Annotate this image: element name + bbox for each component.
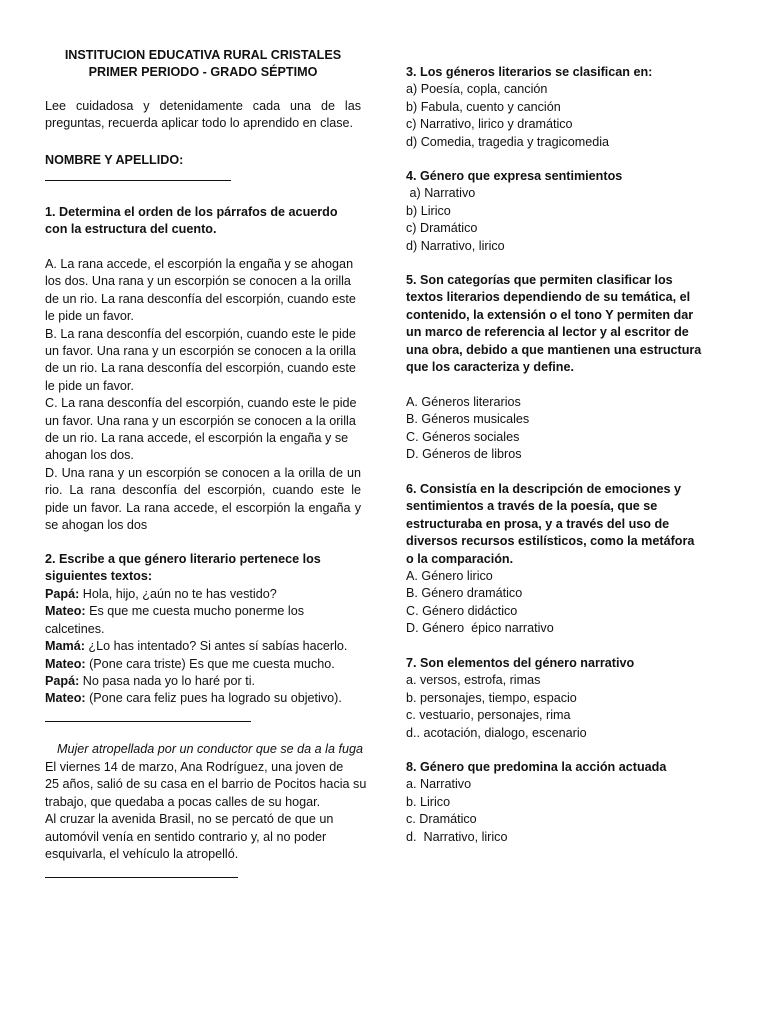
school-name: INSTITUCION EDUCATIVA RURAL CRISTALES xyxy=(64,48,342,62)
dialogue-line xyxy=(45,586,361,603)
q4-option: b) Lirico xyxy=(406,203,451,218)
q8-option: d. Narrativo, lirico xyxy=(406,829,508,844)
news-title: Mujer atropellada por un conductor que se da a la fuga xyxy=(57,742,363,756)
news-line: automóvil venía en sentido contrario y, al no poder xyxy=(45,829,327,844)
name-field[interactable] xyxy=(45,152,361,187)
q3-option: a) Poesía, copla, canción xyxy=(406,82,548,97)
q4-option: c) Dramático xyxy=(406,221,478,236)
name-label: NOMBRE Y APELLIDO: xyxy=(45,153,184,167)
q6-title-line: 6. Consistía en la descripción de emociones y xyxy=(406,482,682,496)
q6-block xyxy=(406,481,708,638)
line-text: (Pone cara feliz pues ha logrado su objetivo). xyxy=(85,691,342,706)
line-text: Hola, hijo, ¿aún no te has vestido? xyxy=(79,587,277,601)
q8-option: c. Dramático xyxy=(406,812,477,827)
q6-title-line: sentimientos a través de la poesía, que se xyxy=(406,499,658,514)
name-blank[interactable] xyxy=(45,169,231,181)
q6-title-line: o la comparación. xyxy=(406,551,514,566)
speaker: Mateo: xyxy=(45,691,86,706)
q7-option: a. versos, estrofa, rimas xyxy=(406,673,541,688)
q3-title: 3. Los géneros literarios se clasifican en: xyxy=(406,65,653,79)
q4-title: 4. Género que expresa sentimientos xyxy=(406,169,623,183)
q5-option: A. Géneros literarios xyxy=(406,395,521,409)
speaker: Papá: xyxy=(45,587,80,601)
news-line: Al cruzar la avenida Brasil, no se percató de que un xyxy=(45,812,334,827)
dialogue-line xyxy=(45,690,361,707)
dialogue-line xyxy=(45,603,361,638)
q8-option: a. Narrativo xyxy=(406,777,472,792)
speaker: Papá: xyxy=(45,674,80,689)
answer-line-2[interactable] xyxy=(45,867,238,878)
q2-dialogue xyxy=(45,586,361,708)
q7-option: d.. acotación, dialogo, escenario xyxy=(406,725,587,740)
dialogue-line xyxy=(45,673,361,690)
q5-option: D. Géneros de libros xyxy=(406,447,522,462)
line-text: (Pone cara triste) Es que me cuesta mucho. xyxy=(85,656,335,671)
q4-option: a) Narrativo xyxy=(406,186,476,201)
speaker: Mamá: xyxy=(45,639,85,654)
q7-title: 7. Son elementos del género narrativo xyxy=(406,656,635,670)
q8-block xyxy=(406,759,708,846)
q3-option: c) Narrativo, lirico y dramático xyxy=(406,117,573,132)
news-line: El viernes 14 de marzo, Ana Rodríguez, una joven de xyxy=(45,760,344,774)
dialogue-line xyxy=(45,638,361,655)
news-line: 25 años, salió de su casa en el barrio de Pocitos hacia su xyxy=(45,777,367,792)
q1-options xyxy=(45,256,361,535)
q2-title: 2. Escribe a que género literario pertenece los siguientes textos: xyxy=(45,552,321,584)
q1-option-d: D. Una rana y un escorpión se conocen a la orilla de un rio. La rana desconfía del escorpión, cuando este le pide un favor. La rana accede, el escorpión la engaña y se ahogan los dos xyxy=(45,465,361,533)
q5-title: 5. Son categorías que permiten clasificar los textos literarios dependiendo de su temática, el contenido, la extensión o el tono Y permiten dar un marco de referencia al lector y al escritor de una obra, debido a que mantienen una estructura que los caracteriza y define. xyxy=(406,273,702,375)
q6-option: C. Género didáctico xyxy=(406,603,518,618)
news-body xyxy=(45,759,365,863)
dialogue-line xyxy=(45,656,361,673)
line-text: Es que me cuesta mucho ponerme los calcetines. xyxy=(45,604,304,636)
news-line: trabajo, que quedaba a pocas calles de su hogar. xyxy=(45,794,321,809)
q5-options xyxy=(406,394,708,464)
speaker: Mateo: xyxy=(45,656,86,671)
q6-title-line: estructuraba en prosa, y a través del uso de xyxy=(406,516,670,531)
q8-option: b. Lirico xyxy=(406,794,451,809)
q6-option: B. Género dramático xyxy=(406,586,523,601)
document-header xyxy=(45,47,361,82)
q1-option-c: C. La rana desconfía del escorpión, cuando este le pide un favor. Una rana y un escorpión se conocen a la orilla de un rio. La rana accede, el escorpión la engaña y se ahogan los dos. xyxy=(45,396,357,463)
q1-option-b: B. La rana desconfía del escorpión, cuando este le pide un favor. Una rana y un escorpión se conocen a la orilla de un rio. La rana desconfía del escorpión, cuando este le pide un favor. xyxy=(45,326,356,393)
q7-option: c. vestuario, personajes, rima xyxy=(406,708,571,723)
q7-option: b. personajes, tiempo, espacio xyxy=(406,690,577,705)
instructions: Lee cuidadosa y detenidamente cada una de las preguntas, recuerda aplicar todo lo aprendido en clase. xyxy=(45,99,361,131)
q1-option-a: A. La rana accede, el escorpión la engaña y se ahogan los dos. Una rana y un escorpión se conocen a la orilla de un rio. La rana desconfía del escorpión, cuando este le pide un favor. xyxy=(45,257,356,324)
q6-option: D. Género épico narrativo xyxy=(406,621,554,636)
q5-option: B. Géneros musicales xyxy=(406,412,530,427)
q4-option: d) Narrativo, lirico xyxy=(406,238,505,253)
q6-title-line: diversos recursos estilísticos, como la metáfora xyxy=(406,534,695,549)
period-grade: PRIMER PERIODO - GRADO SÉPTIMO xyxy=(88,65,318,80)
q6-option: A. Género lirico xyxy=(406,569,493,584)
q4-block xyxy=(406,168,708,255)
speaker: Mateo: xyxy=(45,604,86,619)
news-line: esquivarla, el vehículo la atropelló. xyxy=(45,847,239,862)
line-text: ¿Lo has intentado? Si antes sí sabías hacerlo. xyxy=(84,639,348,654)
q1-title: 1. Determina el orden de los párrafos de acuerdo con la estructura del cuento. xyxy=(45,205,338,237)
q3-option: b) Fabula, cuento y canción xyxy=(406,99,561,114)
line-text: No pasa nada yo lo haré por ti. xyxy=(79,674,256,689)
q7-block xyxy=(406,655,708,742)
answer-line-1[interactable] xyxy=(45,711,251,722)
q8-title: 8. Género que predomina la acción actuada xyxy=(406,760,667,774)
q5-option: C. Géneros sociales xyxy=(406,429,520,444)
q3-option: d) Comedia, tragedia y tragicomedia xyxy=(406,134,610,149)
q3-block xyxy=(406,64,708,151)
